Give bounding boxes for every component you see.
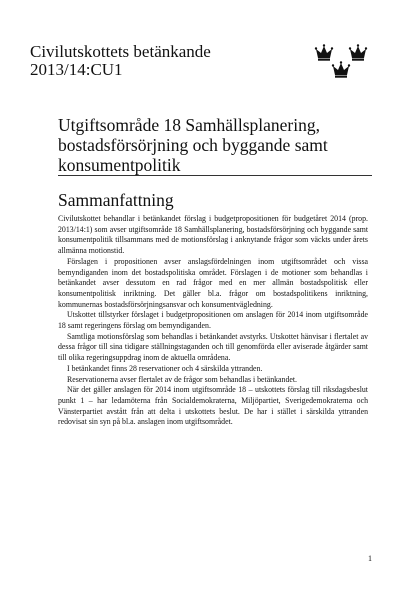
committee-header <box>30 43 211 79</box>
three-crowns-icon <box>314 43 370 79</box>
report-title: Utgiftsområde 18 Samhällsplanering, bostadsförsörjning och byggande samt konsumentpolitik <box>58 115 328 175</box>
section-heading: Sammanfattning <box>58 190 174 210</box>
summary-paragraph: När det gäller anslagen för 2014 inom utgiftsområde 18 – utskottets förslag till riksdagsbeslut punkt 1 – har ledamöterna från Socialdemokraterna, Miljöpartiet, Sverigedemokraterna och Vänsterpartiet avstått från att delta i utskottets beslut. De har i stället i särskilda yttranden redovisat sin syn på bl.a. anslagen inom utgiftsområdet. <box>58 385 368 427</box>
summary-paragraph: Civilutskottet behandlar i betänkandet förslag i budgetpropositionen för budgetåret 2014 (prop. 2013/14:1) som avser utgiftsområde 18 Samhällsplanering, bostadsförsörjning och byggande samt konsumentpolitik tillsammans med de motionsförslag i anknytande frågor som väckts under årets allmänna motionstid. <box>58 214 368 256</box>
summary-paragraph: I betänkandet finns 28 reservationer och 4 särskilda yttranden. <box>67 363 263 373</box>
summary-paragraph: Reservationerna avser flertalet av de frågor som behandlas i betänkandet. <box>67 374 297 384</box>
summary-paragraph: Utskottet tillstyrker förslaget i budgetpropositionen om anslagen för 2014 inom utgiftsområde 18 samt regeringens förslag om bemyndiganden. <box>58 310 368 331</box>
report-number: 2013/14:CU1 <box>30 60 123 79</box>
page-number: 1 <box>368 554 372 563</box>
summary-paragraph: Förslagen i propositionen avser anslagsfördelningen inom utgiftsområdet och vissa bemyndiganden inom det bostadspolitiska området. Förslagen i de motioner som behandlas i betänkandet avser dessutom en rad frågor med en mer allmän bostadspolitisk eller konsumentpolitisk inriktning. Det gäller bl.a. frågor om bostadspolitikens inriktning, kommunernas bostadsförsörjningsansvar och konsumentvägledning. <box>58 256 368 309</box>
summary-body <box>58 214 368 428</box>
title-divider <box>58 175 372 176</box>
committee-name: Civilutskottets betänkande <box>30 42 211 61</box>
summary-paragraph: Samtliga motionsförslag som behandlas i betänkandet avstyrks. Utskottet hänvisar i flertalet av dessa frågor till sina tidigare ställningstaganden och till genomförda eller aviserade åtgärder samt till olika regeringsuppdrag inom de aktuella områdena. <box>58 331 368 363</box>
